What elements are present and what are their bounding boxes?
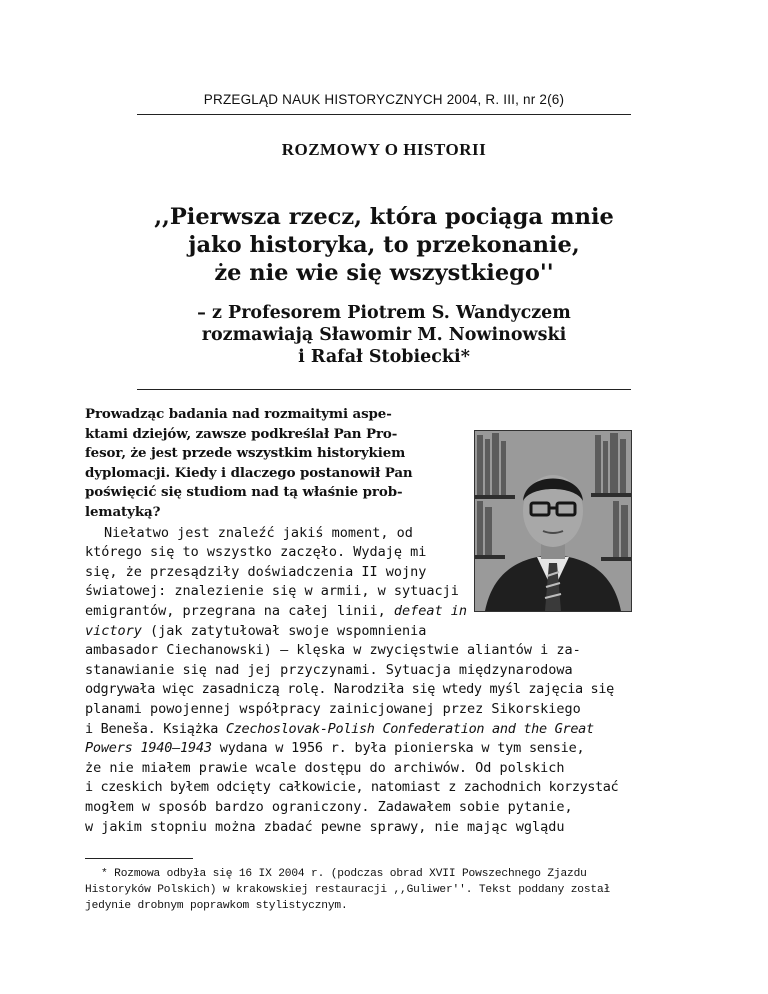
answer-text: (jak zatytułował swoje wspomnienia	[141, 622, 427, 639]
answer-line: że nie miałem prawie wcale dostępu do archiwów. Od polskich	[85, 759, 565, 776]
italic-title: defeat in	[393, 603, 468, 619]
article-headline	[100, 203, 668, 287]
footnote-line: * Rozmowa odbyła się 16 IX 2004 r. (podczas obrad XVII Powszechnego Zjazdu	[101, 868, 587, 880]
header-rule	[137, 114, 631, 115]
answer-line	[85, 720, 594, 740]
answer-line	[85, 602, 467, 622]
answer-line: stanawianie się nad jej przyczynami. Sytuacja międzynarodowa	[85, 661, 573, 678]
running-head: PRZEGLĄD NAUK HISTORYCZNYCH 2004, R. III, nr 2(6)	[203, 92, 565, 107]
italic-title: victory	[85, 622, 142, 639]
answer-text: wydana w 1956 r. była pionierska w tym sensie,	[211, 740, 585, 757]
italic-title: Czechoslovak-Polish Confederation and the Great	[225, 720, 594, 737]
subtitle-line: i Rafał Stobiecki*	[298, 347, 470, 367]
headline-line: ,,Pierwsza rzecz, która pociąga mnie	[154, 204, 614, 230]
article-subtitle	[100, 302, 668, 368]
footnote-rule	[85, 858, 193, 859]
subtitle-line: rozmawiają Sławomir M. Nowinowski	[201, 325, 567, 345]
answer-text: i Beneša. Książka	[85, 720, 226, 737]
answer-line: mogłem w sposób bardzo ograniczony. Zadawałem sobie pytanie,	[85, 799, 573, 815]
answer-line: odgrywała więc zasadniczą rolę. Narodziła się wtedy myśl zajęcia się	[85, 681, 614, 698]
answer-line: Niełatwo jest znaleźć jakiś moment, od	[104, 524, 413, 541]
headline-line: jako historyka, to przekonanie,	[188, 232, 580, 258]
italic-title: Powers 1940–1943	[85, 740, 212, 757]
section-rule	[137, 389, 631, 390]
answer-line: którego się to wszystko zaczęło. Wydaję mi	[85, 544, 427, 561]
answer-line: w jakim stopniu można zbadać pewne sprawy, nie mając wglądu	[85, 818, 565, 835]
answer-line: światowej: znalezienie się w armii, w sytuacji	[85, 583, 459, 600]
portrait-photo	[474, 430, 632, 612]
question-line: poświęcić się studiom nad tą właśnie prob-	[85, 484, 403, 501]
question-line: ktami dziejów, zawsze podkreślał Pan Pro-	[85, 425, 398, 442]
footnote-line: jedynie drobnym poprawkom stylistycznym.	[85, 900, 348, 912]
question-line: Prowadząc badania nad rozmaitymi aspe-	[85, 406, 392, 422]
question-line: dyplomacji. Kiedy i dlaczego postanowił Pan	[85, 464, 413, 481]
section-title: ROZMOWY O HISTORII	[281, 140, 487, 159]
headline-line: że nie wie się wszystkiego''	[214, 260, 554, 286]
question-line: lematyką?	[85, 504, 161, 520]
answer-line: się, że przesądziły doświadczenia II wojny	[85, 563, 427, 580]
answer-line	[85, 739, 584, 759]
answer-line: i czeskich byłem odcięty całkowicie, natomiast z zachodnich korzystać	[85, 779, 619, 796]
answer-line: ambasador Ciechanowski) – klęska w zwycięstwie aliantów i za-	[85, 642, 581, 659]
question-line: fesor, że jest przede wszystkim historykiem	[85, 445, 406, 462]
subtitle-line: – z Profesorem Piotrem S. Wandyczem	[197, 303, 571, 323]
answer-text: emigrantów, przegrana na całej linii,	[85, 603, 394, 619]
answer-line	[85, 622, 426, 642]
answer-line: planami powojennej współpracy zainicjowanej przez Sikorskiego	[85, 701, 581, 717]
footnote-line: Historyków Polskich) w krakowskiej restauracji ,,Guliwer''. Tekst poddany został	[85, 884, 611, 896]
